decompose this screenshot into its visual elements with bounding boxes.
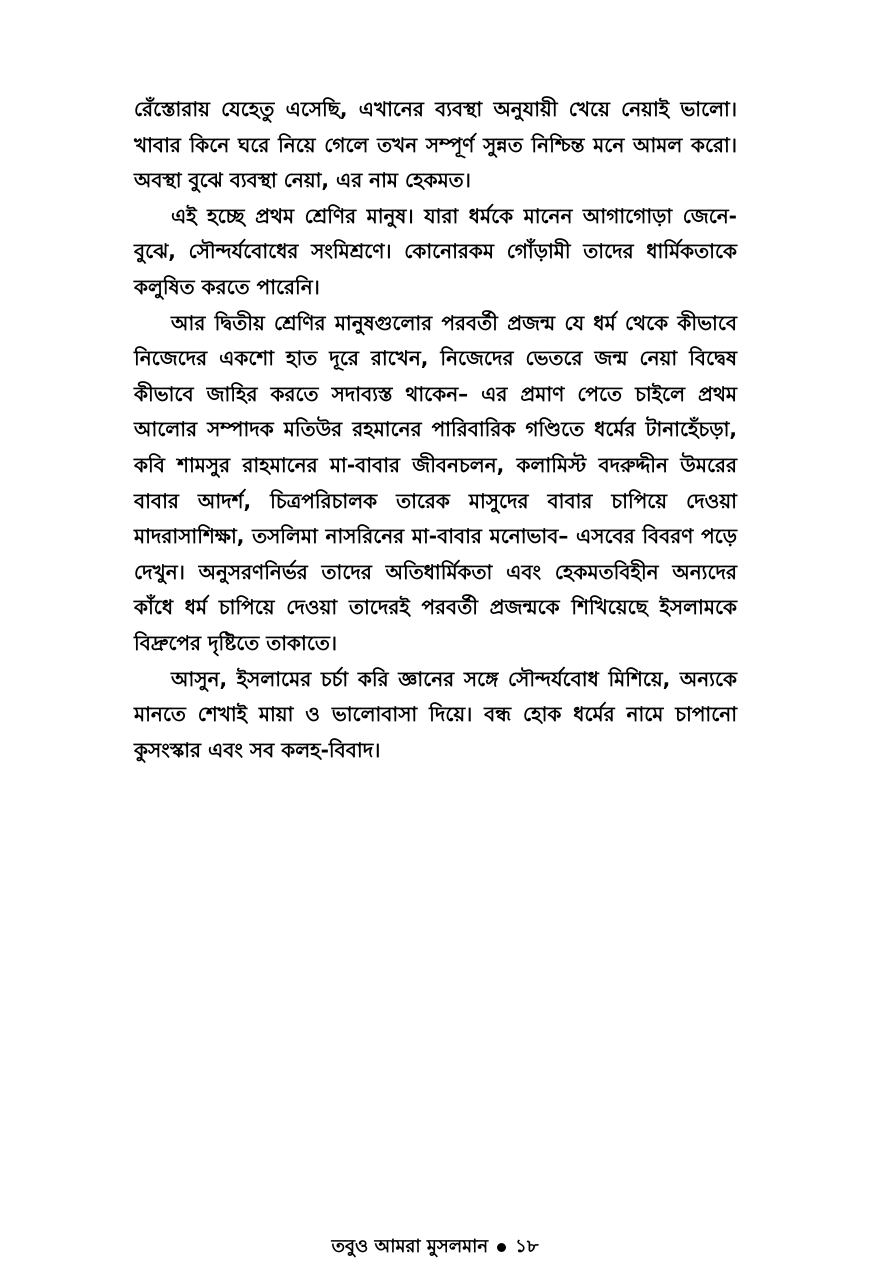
paragraph-3: আর দ্বিতীয় শ্রেণির মানুষগুলোর পরবর্তী প্রজন্ম যে ধর্ম থেকে কীভাবে নিজেদের একশো হাত দূরে রাখেন, নিজেদের ভেতরে জন্ম নেয়া বিদ্বেষ কীভাবে জাহির করতে সদাব্যস্ত থাকেন– এর প্রমাণ পেতে চাইলে প্রথম আলোর সম্পাদক মতিউর রহমানের পারিবারিক গণ্ডিতে ধর্মের টানাহেঁচড়া, কবি শামসুর রাহমানের মা-বাবার জীবনচলন, কলামিস্ট বদরুদ্দীন উমরের বাবার আদর্শ, চিত্রপরিচালক তারেক মাসুদের বাবার চাপিয়ে দেওয়া মাদরাসাশিক্ষা, তসলিমা নাসরিনের মা-বাবার মনোভাব– এসবের বিবরণ পড়ে দেখুন। অনুসরণনির্ভর তাদের অতিধার্মিকতা এবং হেকমতবিহীন অন্যদের কাঁধে ধর্ম চাপিয়ে দেওয়া তাদেরই পরবর্তী প্রজন্মকে শিখিয়েছে ইসলামকে বিদ্রুপের দৃষ্টিতে তাকাতে। xyxy=(134,310,737,655)
paragraph-4: আসুন, ইসলামের চর্চা করি জ্ঞানের সঙ্গে সৌন্দর্যবোধ মিশিয়ে, অন্যকে মানতে শেখাই মায়া ও ভালোবাসা দিয়ে। বন্ধ হোক ধর্মের নামে চাপানো কুসংস্কার এবং সব কলহ-বিবাদ। xyxy=(134,666,737,762)
paragraph-1: রেঁস্তোরায় যেহেতু এসেছি, এখানের ব্যবস্থা অনুযায়ী খেয়ে নেয়াই ভালো। খাবার কিনে ঘরে নিয়ে গেলে তখন সম্পূর্ণ সুন্নত নিশ্চিন্ত মনে আমল করো। অবস্থা বুঝে ব্যবস্থা নেয়া, এর নাম হেকমত। xyxy=(134,97,737,193)
footer-separator-dot xyxy=(497,1243,506,1252)
footer-book-title: তবুও আমরা মুসলমান xyxy=(331,1236,489,1257)
page-body xyxy=(134,92,737,768)
page-footer xyxy=(0,1232,870,1263)
footer-page-number: ১৮ xyxy=(515,1236,539,1257)
paragraph-2: এই হচ্ছে প্রথম শ্রেণির মানুষ। যারা ধর্মকে মানেন আগাগোড়া জেনে-বুঝে, সৌন্দর্যবোধের সংমিশ্রণে। কোনোরকম গোঁড়ামী তাদের ধার্মিকতাকে কলুষিত করতে পারেনি। xyxy=(134,203,737,299)
